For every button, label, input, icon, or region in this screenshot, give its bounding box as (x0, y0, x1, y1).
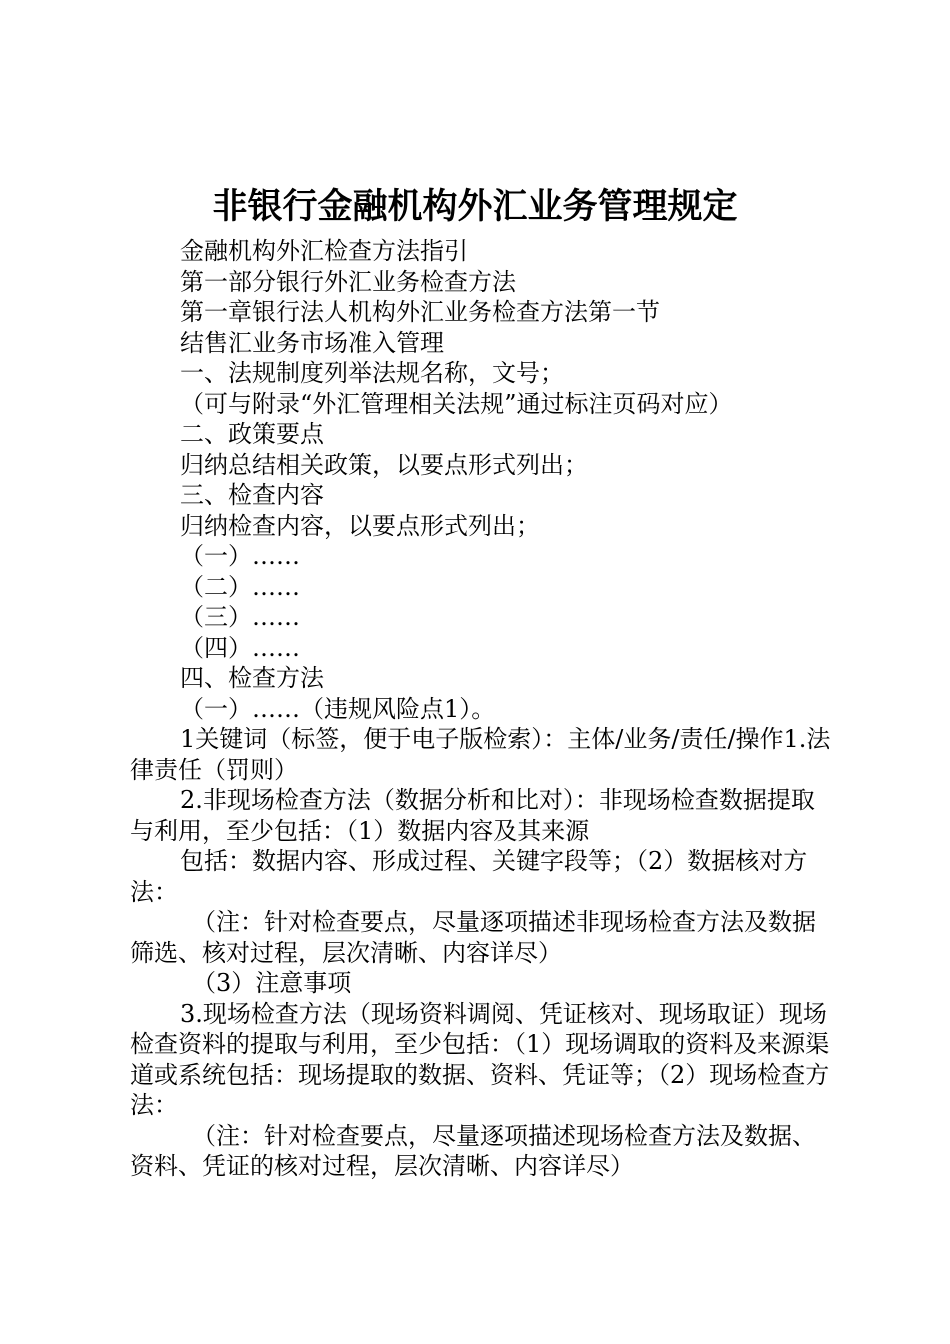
paragraph: 结售汇业务市场准入管理 (180, 328, 444, 357)
paragraph: 四、检查方法 (180, 664, 324, 692)
paragraph: （3）注意事项 (192, 969, 352, 997)
paragraph: （二）…… (180, 572, 300, 601)
paragraph: 第一章银行法人机构外汇业务检查方法第一节 (180, 298, 660, 326)
paragraph: （可与附录“外汇管理相关法规”通过标注页码对应） (180, 389, 733, 418)
paragraph: 1关键词（标签，便于电子版检索）：主体/业务/责任/操作1.法律责任（罚则） (130, 725, 831, 784)
paragraph: （三）…… (180, 603, 300, 631)
paragraph: 3.现场检查方法（现场资料调阅、凭证核对、现场取证）现场检查资料的提取与利用，至少包括：（1）现场调取的资料及来源渠道或系统包括：现场提取的数据、资料、凭证等；（2）现场检查方法： (130, 999, 830, 1119)
paragraph: 归纳检查内容，以要点形式列出； (180, 511, 540, 540)
paragraph: （四）…… (180, 633, 300, 662)
paragraph: 金融机构外汇检查方法指引 (180, 237, 468, 265)
paragraph: （一）……（违规风险点1）。 (180, 694, 496, 723)
document-title: 非银行金融机构外汇业务管理规定 (212, 187, 738, 227)
paragraph: （注：针对检查要点，尽量逐项描述非现场检查方法及数据筛选、核对过程，层次清晰、内容详尽） (130, 908, 816, 967)
paragraph: 第一部分银行外汇业务检查方法 (180, 267, 516, 296)
paragraph: 三、检查内容 (180, 481, 324, 509)
paragraph: 一、法规制度列举法规名称，文号； (180, 359, 564, 387)
paragraph: （一）…… (180, 542, 300, 570)
paragraph: 二、政策要点 (180, 420, 324, 448)
paragraph: （注：针对检查要点，尽量逐项描述现场检查方法及数据、资料、凭证的核对过程，层次清晰、内容详尽） (130, 1121, 816, 1180)
document-body (130, 236, 835, 1182)
paragraph: 2.非现场检查方法（数据分析和比对）：非现场检查数据提取与利用，至少包括：（1）数据内容及其来源 (130, 786, 815, 845)
paragraph: 归纳总结相关政策，以要点形式列出； (180, 450, 588, 479)
paragraph: 包括：数据内容、形成过程、关键字段等；（2）数据核对方法： (130, 847, 808, 906)
